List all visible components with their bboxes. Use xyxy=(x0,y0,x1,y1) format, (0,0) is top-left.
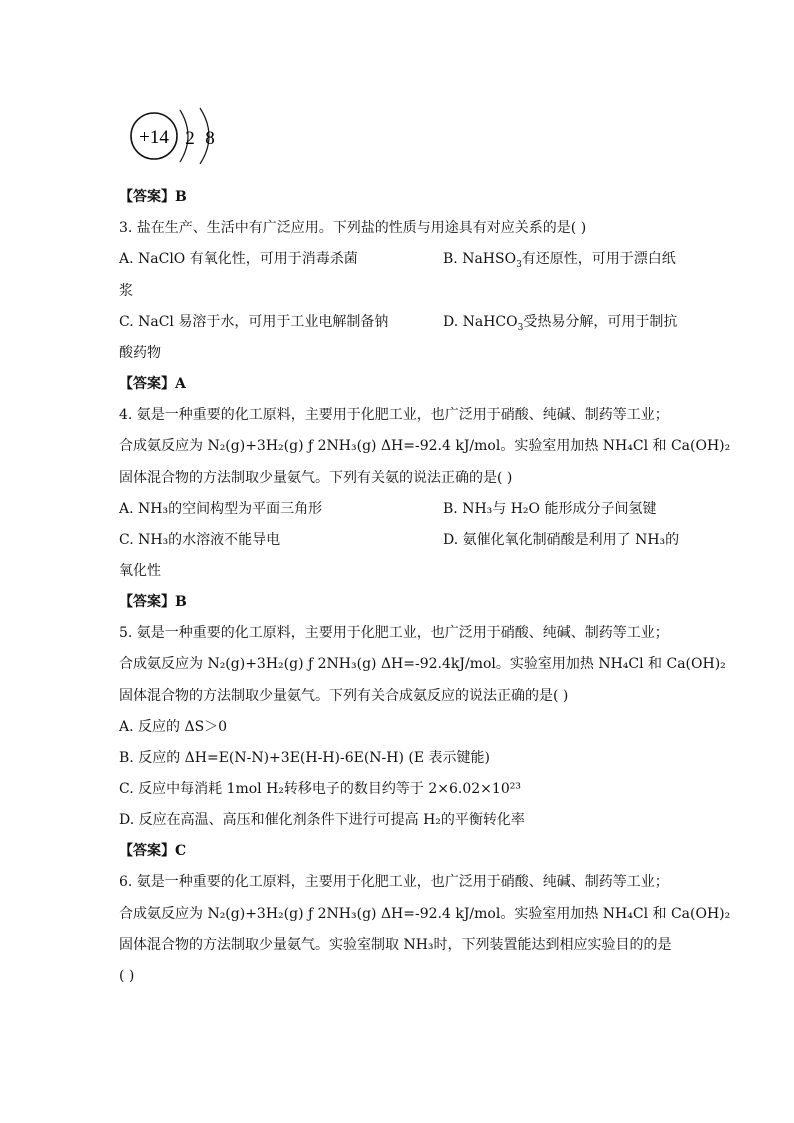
q3-option-d-cont: 酸药物 xyxy=(119,345,161,361)
q5-option-c: C. 反应中每消耗 1mol H₂转移电子的数目约等于 2×6.02×10²³ xyxy=(119,781,521,797)
q6-line4: ( ) xyxy=(119,968,135,984)
q5-line3: 固体混合物的方法制取少量氨气。下列有关合成氨反应的说法正确的是( ) xyxy=(119,688,569,704)
q4-option-b: B. NH₃与 H₂O 能形成分子间氢键 xyxy=(443,501,657,517)
answer-q4: 【答案】B xyxy=(119,594,187,610)
q3-stem: 3. 盐在生产、生活中有广泛应用。下列盐的性质与用途具有对应关系的是( ) xyxy=(119,220,587,236)
q4-option-d-cont: 氧化性 xyxy=(119,563,161,579)
q3-option-c: C. NaCl 易溶于水，可用于工业电解制备钠 xyxy=(119,314,389,330)
q5-line1: 5. 氨是一种重要的化工原料，主要用于化肥工业，也广泛用于硝酸、纯碱、制药等工业； xyxy=(119,625,669,641)
q4-line3: 固体混合物的方法制取少量氨气。下列有关氨的说法正确的是( ) xyxy=(119,470,513,486)
shell2-count: 8 xyxy=(205,128,215,149)
atom-structure-diagram xyxy=(124,104,234,164)
answer-q3: 【答案】A xyxy=(119,376,186,392)
q5-option-a: A. 反应的 ΔS＞0 xyxy=(119,719,228,735)
q3-option-d: D. NaHCO$_3$受热易分解，可用于制抗 xyxy=(443,314,678,333)
q4-line2: 合成氨反应为 N₂(g)+3H₂(g) ƒ 2NH₃(g) ΔH=-92.4 kJ/mol。实验室用加热 NH₄Cl 和 Ca(OH)₂ xyxy=(119,438,731,454)
q6-line3: 固体混合物的方法制取少量氨气。实验室制取 NH₃时，下列装置能达到相应实验目的的是 xyxy=(119,937,672,953)
q3-option-b-cont: 浆 xyxy=(119,283,133,299)
q3-option-a: A. NaClO 有氧化性，可用于消毒杀菌 xyxy=(119,251,358,267)
answer-q5: 【答案】C xyxy=(119,843,187,859)
q6-line1: 6. 氨是一种重要的化工原料，主要用于化肥工业，也广泛用于硝酸、纯碱、制药等工业； xyxy=(119,874,669,890)
q4-option-c: C. NH₃的水溶液不能导电 xyxy=(119,532,281,548)
answer-q2: 【答案】B xyxy=(119,189,187,205)
shell1-count: 2 xyxy=(185,128,195,149)
q6-line2: 合成氨反应为 N₂(g)+3H₂(g) ƒ 2NH₃(g) ΔH=-92.4 kJ/mol。实验室用加热 NH₄Cl 和 Ca(OH)₂ xyxy=(119,906,731,922)
q5-option-b: B. 反应的 ΔH=E(N-N)+3E(H-H)-6E(N-H) (E 表示键能) xyxy=(119,750,491,766)
q4-option-d: D. 氨催化氧化制硝酸是利用了 NH₃的 xyxy=(443,532,680,548)
q3-option-b: B. NaHSO$_3$有还原性，可用于漂白纸 xyxy=(443,251,676,270)
q4-line1: 4. 氨是一种重要的化工原料，主要用于化肥工业，也广泛用于硝酸、纯碱、制药等工业； xyxy=(119,407,669,423)
nucleus-charge: +14 xyxy=(139,127,169,148)
q4-option-a: A. NH₃的空间构型为平面三角形 xyxy=(119,501,323,517)
q5-line2: 合成氨反应为 N₂(g)+3H₂(g) ƒ 2NH₃(g) ΔH=-92.4kJ/mol。实验室用加热 NH₄Cl 和 Ca(OH)₂ xyxy=(119,656,726,672)
q5-option-d: D. 反应在高温、高压和催化剂条件下进行可提高 H₂的平衡转化率 xyxy=(119,812,525,828)
